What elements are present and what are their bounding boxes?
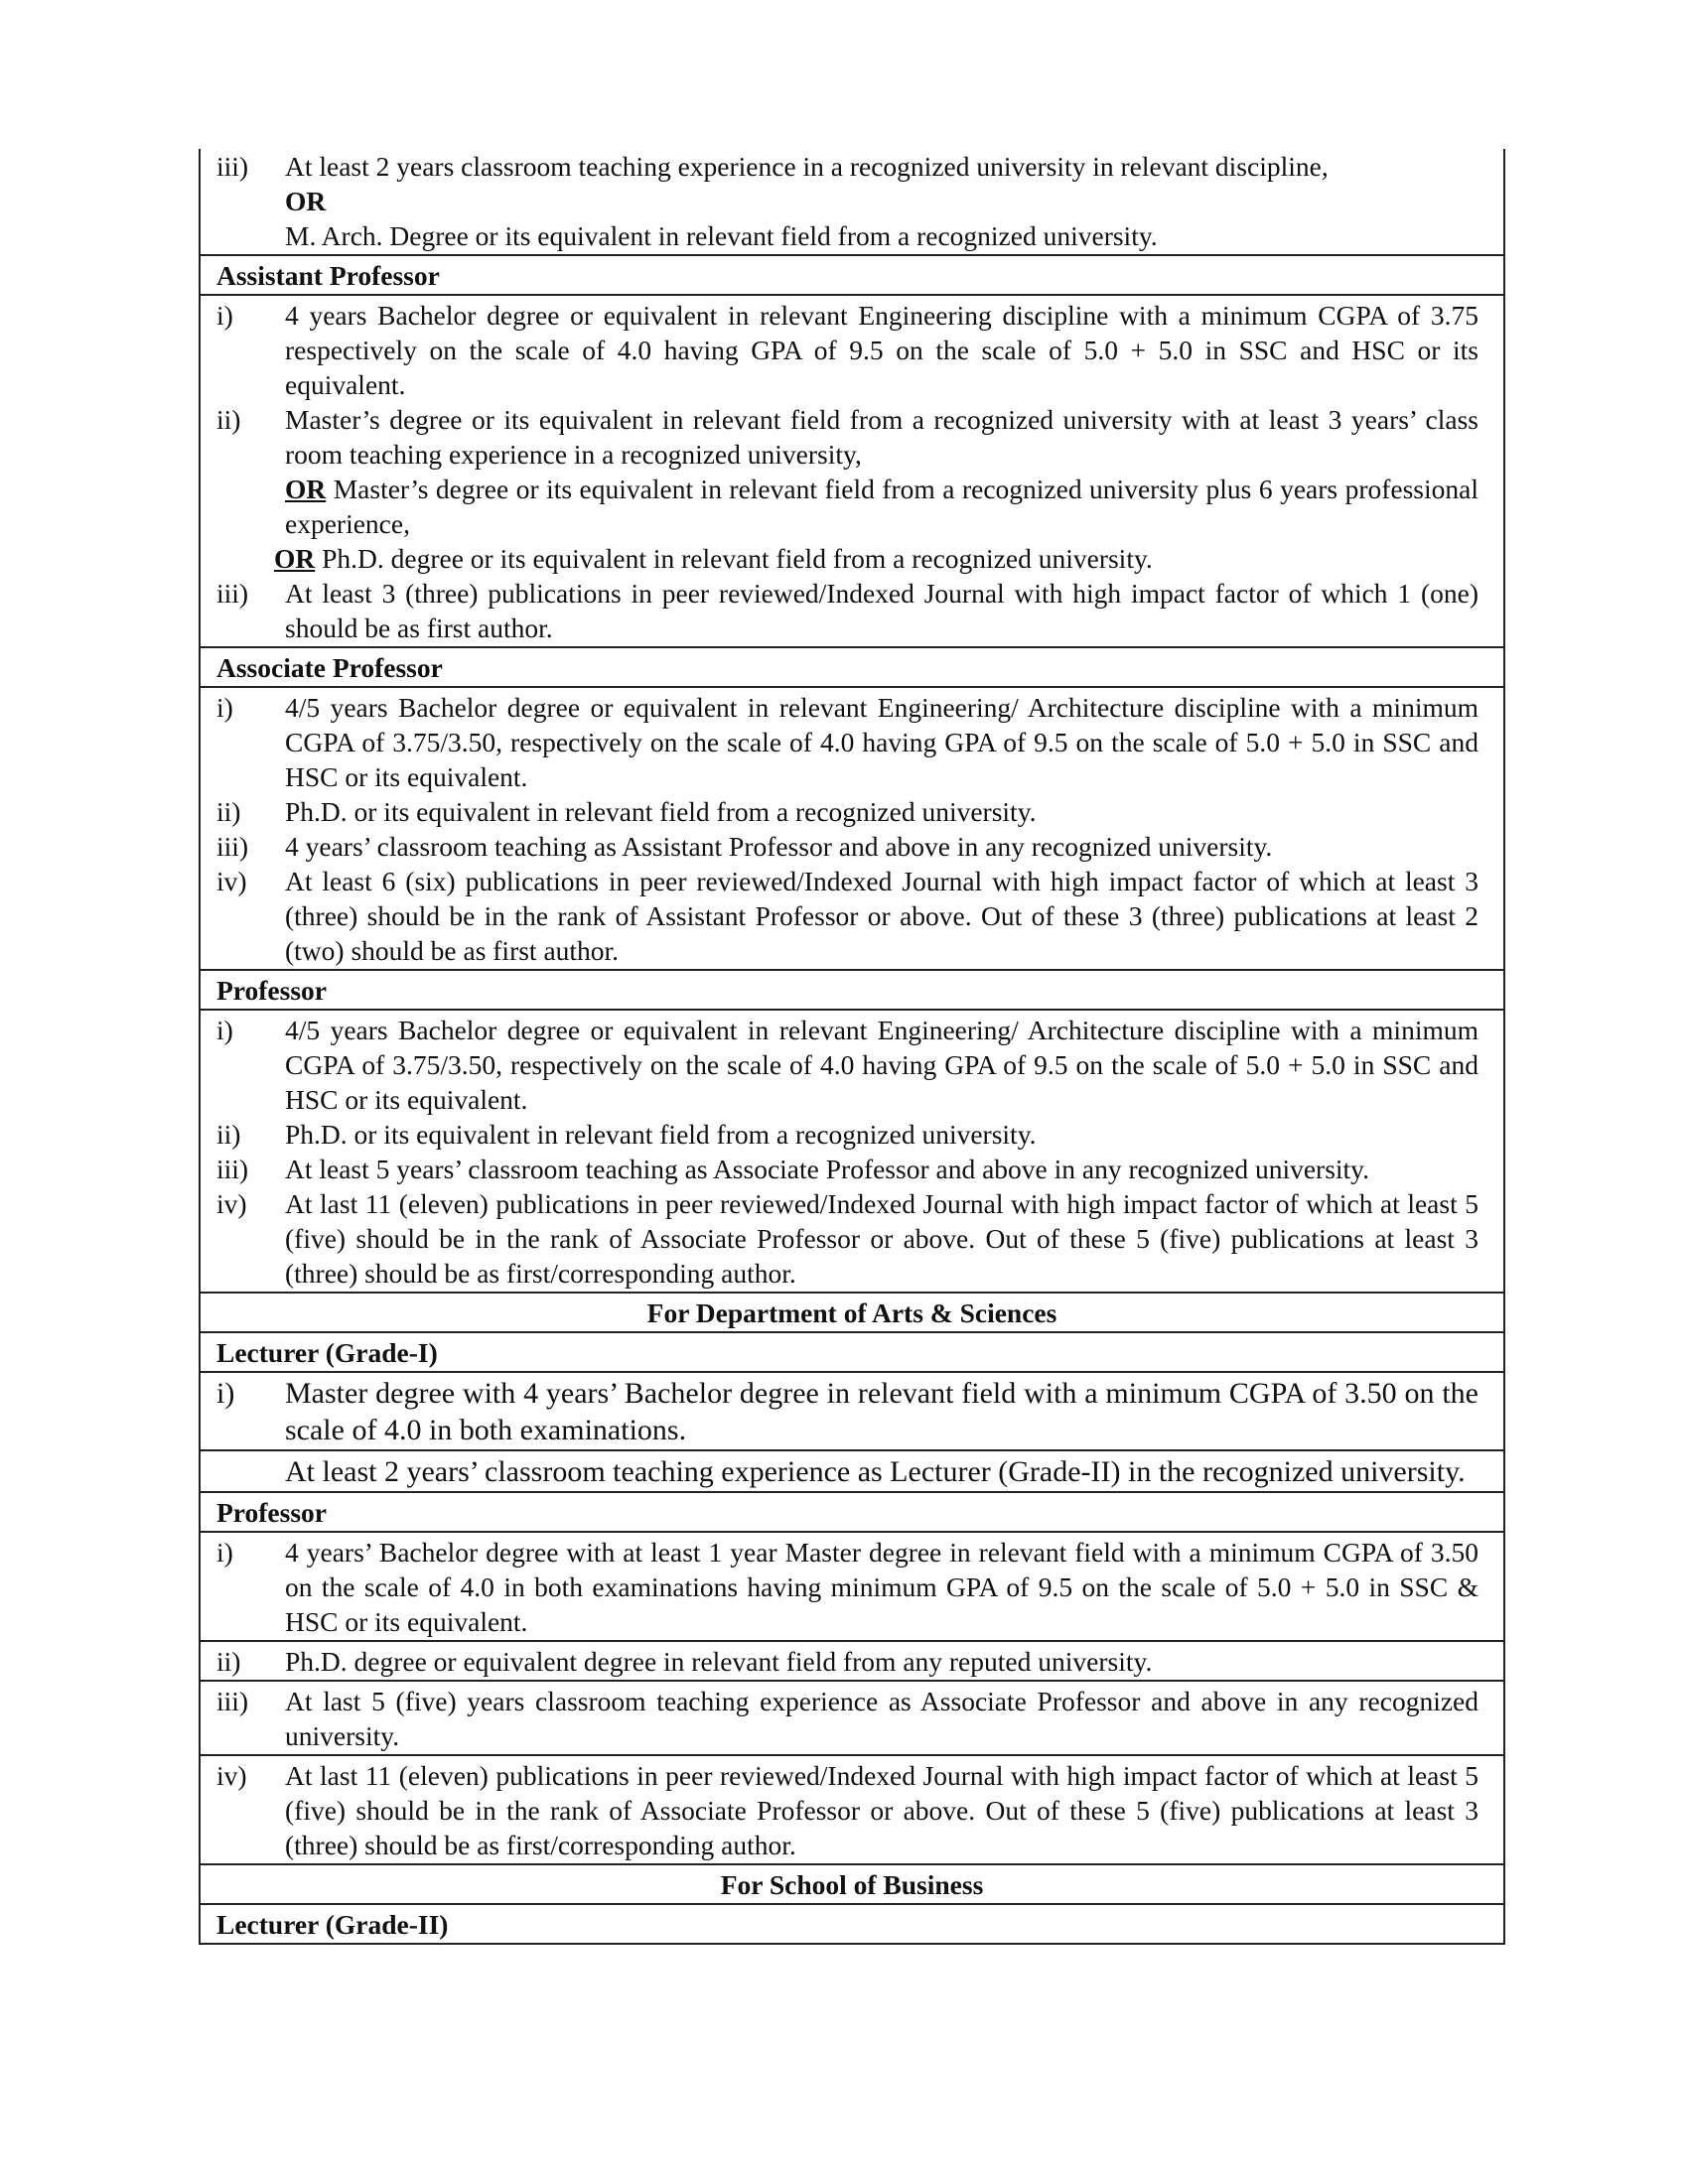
section-heading-row: [201, 1491, 1503, 1531]
section-heading-row: [201, 646, 1503, 686]
alternative-text: M. Arch. Degree or its equivalent in relevant field from a recognized university.: [285, 220, 1158, 251]
item-number: iv): [216, 1760, 247, 1791]
department-heading-row: [201, 1292, 1503, 1331]
section-heading-row: [201, 254, 1503, 294]
list-item: [201, 829, 1503, 864]
item-number: iii): [216, 151, 249, 182]
item-text: At least 2 years’ classroom teaching experience as Lecturer (Grade-II) in the recognized university.: [285, 1455, 1466, 1488]
item-number: iii): [216, 578, 249, 609]
item-number: ii): [216, 404, 241, 435]
or-label: OR: [285, 474, 327, 504]
item-text: 4 years’ classroom teaching as Assistant Professor and above in any recognized university.: [285, 831, 1273, 862]
lecturer-grade-1-item-ii: [201, 1449, 1503, 1491]
item-number: i): [216, 1537, 233, 1568]
item-text: At last 5 (five) years classroom teaching experience as Associate Professor and above in any recognized university.: [285, 1686, 1478, 1751]
department-heading-row: [201, 1863, 1503, 1903]
qualification-table: [199, 149, 1505, 1945]
professor-arts-item-iii: [201, 1680, 1503, 1754]
item-text: At least 2 years classroom teaching experience in a recognized university in relevant discipline,: [285, 151, 1329, 182]
item-text: Ph.D. degree or equivalent degree in relevant field from any reputed university.: [285, 1646, 1153, 1677]
item-number: iii): [216, 831, 249, 862]
item-text: 4/5 years Bachelor degree or equivalent in relevant Engineering/ Architecture discipline with a minimum CGPA of 3.75/3.50, respectively on the scale of 4.0 having GPA of 9.5 on the scale of 5.0 + 5.0 in SSC and HSC or its equivalent.: [285, 1015, 1478, 1115]
department-heading: For Department of Arts & Sciences: [646, 1297, 1057, 1328]
associate-professor-block: [201, 686, 1503, 969]
section-title: Associate Professor: [216, 652, 443, 683]
list-item: [201, 1152, 1503, 1186]
or-alternative-text: [274, 541, 1478, 576]
alternative-text: Ph.D. degree or its equivalent in relevant field from a recognized university.: [315, 543, 1153, 574]
item-number: iv): [216, 866, 247, 896]
section-title: Professor: [216, 1497, 327, 1528]
item-number: ii): [216, 796, 241, 827]
or-line: [201, 184, 1503, 218]
item-number: iii): [216, 1154, 249, 1184]
item-text: At last 11 (eleven) publications in peer reviewed/Indexed Journal with high impact factor of which at least 5 (five) should be in the rank of Associate Professor or above. Out of these 5 (five) publications at least 3 (three) should be as first/corresponding author.: [285, 1760, 1478, 1860]
section-title: Lecturer (Grade-II): [216, 1909, 449, 1940]
department-heading: For School of Business: [720, 1869, 984, 1900]
list-item: [201, 1453, 1503, 1490]
list-item: [201, 1644, 1503, 1679]
item-number: iii): [216, 1686, 249, 1716]
item-text: 4/5 years Bachelor degree or equivalent in relevant Engineering/ Architecture discipline with a minimum CGPA of 3.75/3.50, respectively on the scale of 4.0 having GPA of 9.5 on the scale of 5.0 + 5.0 in SSC and HSC or its equivalent.: [285, 692, 1478, 792]
list-item: [201, 576, 1503, 645]
item-text: Ph.D. or its equivalent in relevant field from a recognized university.: [285, 1119, 1037, 1150]
section-heading-row: [201, 1903, 1503, 1943]
professor-arts-item-iv: [201, 1754, 1503, 1863]
or-alternative: [201, 472, 1503, 541]
item-text: At last 11 (eleven) publications in peer reviewed/Indexed Journal with high impact factor of which at least 5 (five) should be in the rank of Associate Professor or above. Out of these 5 (five) publications at least 3 (three) should be as first/corresponding author.: [285, 1188, 1478, 1289]
list-item: [201, 1535, 1503, 1639]
item-text: 4 years’ Bachelor degree with at least 1 year Master degree in relevant field with a minimum CGPA of 3.50 on the scale of 4.0 in both examinations having minimum GPA of 9.5 on the scale of 5.0 + 5.0 in SSC & HSC or its equivalent.: [285, 1537, 1478, 1637]
item-text: Master degree with 4 years’ Bachelor degree in relevant field with a minimum CGPA of 3.50 on the scale of 4.0 in both examinations.: [285, 1377, 1478, 1446]
alternative-text: Master’s degree or its equivalent in relevant field from a recognized university plus 6 years professional experience,: [285, 474, 1478, 539]
item-number: ii): [216, 1119, 241, 1150]
professor-arts-item-i: [201, 1531, 1503, 1640]
item-text: At least 6 (six) publications in peer reviewed/Indexed Journal with high impact factor of which at least 3 (three) should be in the rank of Assistant Professor or above. Out of these 3 (three) publications at least 2 (two) should be as first author.: [285, 866, 1478, 966]
list-item: [201, 794, 1503, 829]
item-text: Ph.D. or its equivalent in relevant field from a recognized university.: [285, 796, 1037, 827]
section-heading-row: [201, 969, 1503, 1009]
section-title: Assistant Professor: [216, 260, 440, 291]
or-alternative: [201, 541, 1503, 576]
list-item: [201, 1013, 1503, 1117]
list-item: [201, 1186, 1503, 1291]
item-text: At least 3 (three) publications in peer reviewed/Indexed Journal with high impact factor of which 1 (one) should be as first author.: [285, 578, 1478, 643]
alternative-line: [201, 218, 1503, 253]
list-item: [201, 690, 1503, 794]
professor-arts-item-ii: [201, 1640, 1503, 1680]
list-item: [201, 1375, 1503, 1448]
list-item: [201, 402, 1503, 472]
item-number: ii): [216, 1646, 241, 1677]
item-number: i): [216, 300, 233, 331]
lecturer-grade-1-item-i: [201, 1371, 1503, 1449]
list-item: [201, 864, 1503, 968]
arch-requirements-block: [201, 149, 1503, 254]
list-item: [201, 1684, 1503, 1753]
professor-block: [201, 1009, 1503, 1292]
item-text: 4 years Bachelor degree or equivalent in relevant Engineering discipline with a minimum CGPA of 3.75 respectively on the scale of 4.0 having GPA of 9.5 on the scale of 5.0 + 5.0 in SSC and HSC or its equivalent.: [285, 300, 1478, 400]
list-item: [201, 1758, 1503, 1862]
list-item: [201, 149, 1503, 184]
section-title: Professor: [216, 975, 327, 1006]
item-text: Master’s degree or its equivalent in relevant field from a recognized university with at least 3 years’ class room teaching experience in a recognized university,: [285, 404, 1478, 470]
list-item: [201, 1117, 1503, 1152]
section-heading-row: [201, 1331, 1503, 1371]
item-number: i): [216, 692, 233, 723]
list-item: [201, 298, 1503, 402]
item-number: iv): [216, 1188, 247, 1219]
or-alternative-text: [285, 472, 1478, 541]
or-label: OR: [274, 543, 316, 574]
item-number: i): [216, 1377, 235, 1410]
assistant-professor-block: [201, 294, 1503, 646]
item-number: i): [216, 1015, 233, 1045]
section-title: Lecturer (Grade-I): [216, 1337, 438, 1368]
or-label: OR: [285, 186, 327, 216]
item-text: At least 5 years’ classroom teaching as Associate Professor and above in any recognized university.: [285, 1154, 1370, 1184]
